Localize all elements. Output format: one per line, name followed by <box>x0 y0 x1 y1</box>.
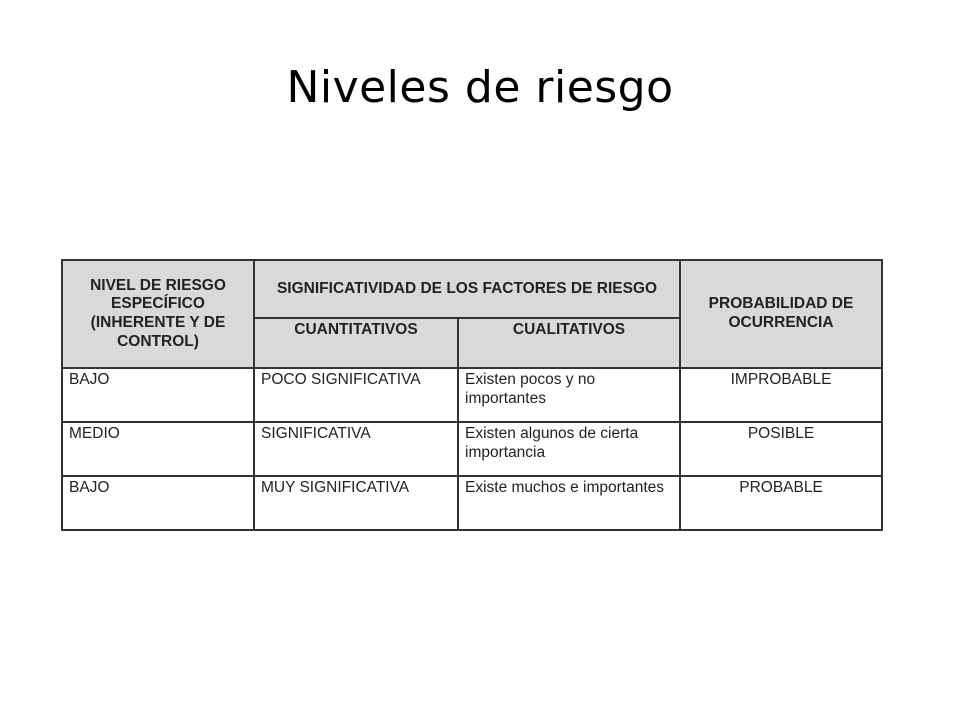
table-row <box>62 422 882 476</box>
cell-cualitativo: Existen algunos de cierta importancia <box>458 422 680 476</box>
cell-nivel: BAJO <box>62 368 254 422</box>
header-cualitativos: CUALITATIVOS <box>458 318 680 368</box>
table-row <box>62 476 882 530</box>
table-row <box>62 368 882 422</box>
cell-probabilidad: PROBABLE <box>680 476 882 530</box>
cell-cualitativo: Existen pocos y no importantes <box>458 368 680 422</box>
header-row-top <box>62 260 882 318</box>
header-probabilidad: PROBABILIDAD DE OCURRENCIA <box>680 260 882 368</box>
cell-cuantitativo: POCO SIGNIFICATIVA <box>254 368 458 422</box>
header-nivel-riesgo: NIVEL DE RIESGO ESPECÍFICO (INHERENTE Y DE CONTROL) <box>62 260 254 368</box>
cell-probabilidad: POSIBLE <box>680 422 882 476</box>
cell-nivel: BAJO <box>62 476 254 530</box>
cell-nivel: MEDIO <box>62 422 254 476</box>
cell-probabilidad: IMPROBABLE <box>680 368 882 422</box>
header-cuantitativos: CUANTITATIVOS <box>254 318 458 368</box>
header-significatividad: SIGNIFICATIVIDAD DE LOS FACTORES DE RIESGO <box>254 260 680 318</box>
cell-cualitativo: Existe muchos e importantes <box>458 476 680 530</box>
slide-title: Niveles de riesgo <box>286 62 674 113</box>
cell-cuantitativo: SIGNIFICATIVA <box>254 422 458 476</box>
cell-cuantitativo: MUY SIGNIFICATIVA <box>254 476 458 530</box>
risk-levels-table <box>61 259 883 531</box>
